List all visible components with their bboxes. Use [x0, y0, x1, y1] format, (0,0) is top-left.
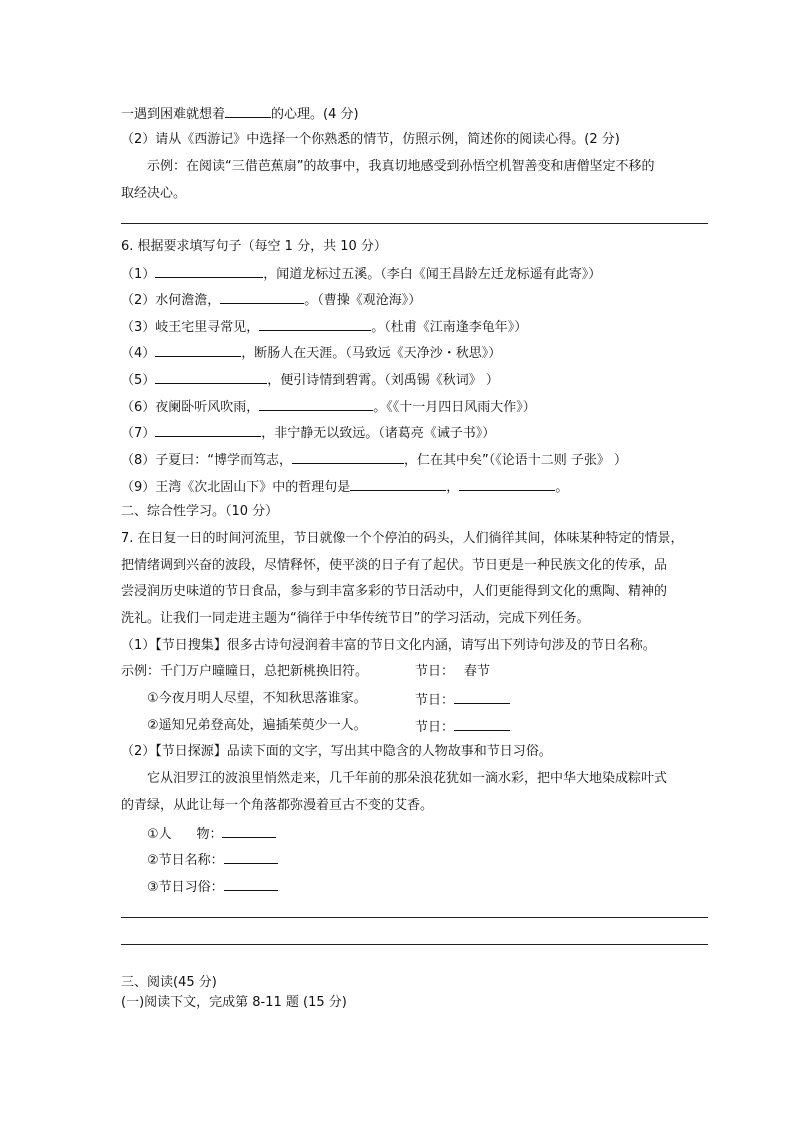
festival-2 [415, 718, 510, 736]
item-text: 。《《十一月四日风雨大作》） [373, 400, 536, 415]
answer-line[interactable] [121, 223, 708, 224]
item-text: 岐王宅里寻常见， [155, 320, 260, 335]
q7-paragraph-line3: 尝浸润历史味道的节日食品，参与到丰富多彩的节日活动中，人们更能得到文化的熏陶、精神的 [121, 584, 668, 599]
q7-paragraph-line1: 7. 在日复一日的时间河流里，节日就像一个个停泊的码头，人们徜徉其间，体味某种特定的情景， [121, 531, 684, 546]
festival-1 [415, 691, 510, 709]
q7-sub1: （1）【节日搜集】很多古诗句浸润着丰富的节日文化内涵，请写出下列诗句涉及的节日名称。 [121, 638, 656, 653]
item-text: 。（杜甫《江南逢李龟年》） [371, 320, 528, 335]
answer-blank[interactable] [350, 478, 446, 491]
passage-line1: 它从汨罗江的波浪里悄然走来，几千年前的那朵浪花犹如一滴水彩，把中华大地染成粽叶式 [147, 771, 668, 786]
item-text: 水何澹澹， [155, 293, 221, 308]
passage-line2: 的青绿，从此让每一个角落都弥漫着亘古不变的艾香。 [121, 798, 434, 813]
example-poem: 示例：千门万户曈曈日，总把新桃换旧符。 [121, 664, 369, 679]
item-number: （8） [121, 453, 156, 468]
answer-blank[interactable] [220, 291, 304, 304]
item-number: （4） [121, 346, 156, 361]
answer-blank[interactable] [155, 371, 267, 384]
q5-example-line2: 取经决心。 [121, 186, 187, 201]
answer-blank[interactable] [155, 265, 263, 278]
q6-item-4 [121, 344, 501, 362]
q5-example-line1: 示例：在阅读“三借芭蕉扇”的故事中，我真切地感受到孙悟空机智善变和唐僧坚定不移的 [147, 159, 655, 174]
answer-blank[interactable] [259, 398, 373, 411]
q6-item-1 [121, 265, 601, 283]
item-text: ，闻道龙标过五溪。（李白《闻王昌龄左迁龙标遥有此寄》） [263, 267, 602, 282]
q5-line-a-tail: 的心理。(4 分) [271, 107, 359, 122]
fill-label: ③节日习俗： [147, 880, 224, 895]
answer-blank[interactable] [155, 344, 241, 357]
answer-blank[interactable] [155, 424, 261, 437]
item-number: （1） [121, 267, 156, 282]
section2-title: 二、综合性学习。（10 分） [121, 504, 279, 519]
fill-label: ①人 物： [147, 827, 223, 842]
item-number: （6） [121, 400, 156, 415]
poem-1: ①今夜月明人尽望，不知秋思落谁家。 [147, 691, 367, 706]
item-text: 王湾《次北固山下》中的哲理句是 [155, 480, 351, 495]
q6-item-7 [121, 424, 495, 442]
poem-2: ②遥知兄弟登高处，遍插茱萸少一人。 [147, 718, 367, 733]
q5-line-a [121, 105, 359, 123]
section3-title: 三、阅读(45 分) [121, 975, 217, 990]
q5-line-a-text: 一遇到困难就想着 [121, 107, 226, 122]
q6-item-8 [121, 451, 627, 469]
answer-blank[interactable] [292, 451, 404, 464]
item-text: 。（曹操《观沧海》） [304, 293, 422, 308]
item-text: ，断肠人在天涯。（马致远《天净沙・秋思》） [241, 346, 502, 361]
answer-blank[interactable] [224, 851, 278, 864]
fill-label: ②节日名称： [147, 853, 224, 868]
example-festival [415, 664, 490, 680]
q6-item-3 [121, 318, 527, 336]
item-text: ，非宁静无以致远。（诸葛亮《诫子书》） [261, 426, 496, 441]
item-number: （3） [121, 320, 156, 335]
festival-answer: 春节 [464, 664, 491, 679]
item-number: （2） [121, 293, 156, 308]
q6-item-5 [121, 371, 499, 389]
answer-blank[interactable] [454, 691, 510, 704]
q6-item-6 [121, 398, 536, 416]
answer-blank[interactable] [459, 478, 555, 491]
section3-subtitle: (一)阅读下文，完成第 8-11 题 (15 分) [121, 995, 347, 1010]
item-text: ， [446, 480, 460, 495]
answer-blank[interactable] [225, 105, 271, 118]
q7-sub2: （2）【节日探源】品读下面的文字，写出其中隐含的人物故事和节日习俗。 [121, 744, 552, 759]
answer-line[interactable] [121, 944, 708, 945]
answer-blank[interactable] [222, 825, 276, 838]
fill-custom [147, 878, 278, 896]
festival-label: 节日： [415, 720, 455, 735]
q7-paragraph-line4: 洗礼。让我们一同走进主题为“徜徉于中华传统节日”的学习活动，完成下列任务。 [121, 611, 590, 626]
answer-blank[interactable] [454, 718, 510, 731]
q7-paragraph-line2: 把情绪调到兴奋的波段，尽情释怀，使平淡的日子有了起伏。节日更是一种民族文化的传承，品 [121, 558, 668, 573]
item-number: （7） [121, 426, 156, 441]
fill-festival-name [147, 851, 278, 869]
q6-title: 6. 根据要求填写句子（每空 1 分，共 10 分） [121, 239, 387, 254]
q5-sub2: （2）请从《西游记》中选择一个你熟悉的情节，仿照示例，简述你的阅读心得。(2 分) [121, 132, 620, 147]
item-text: ，便引诗情到碧霄。（刘禹锡《秋词》 ） [267, 373, 499, 388]
answer-line[interactable] [121, 917, 708, 918]
answer-blank[interactable] [224, 878, 278, 891]
item-text: ，仁在其中矣”（《论语十二则 子张》 ） [404, 453, 628, 468]
item-number: （5） [121, 373, 156, 388]
answer-blank[interactable] [259, 318, 371, 331]
fill-person [147, 825, 276, 843]
festival-label: 节日： [415, 664, 455, 679]
item-number: （9） [121, 480, 156, 495]
q6-item-2 [121, 291, 421, 309]
q6-item-9 [121, 478, 568, 496]
item-text: 夜阑卧听风吹雨， [155, 400, 260, 415]
festival-label: 节日： [415, 693, 455, 708]
item-text: 子夏曰：“博学而笃志， [155, 453, 293, 468]
item-text: 。 [555, 480, 569, 495]
